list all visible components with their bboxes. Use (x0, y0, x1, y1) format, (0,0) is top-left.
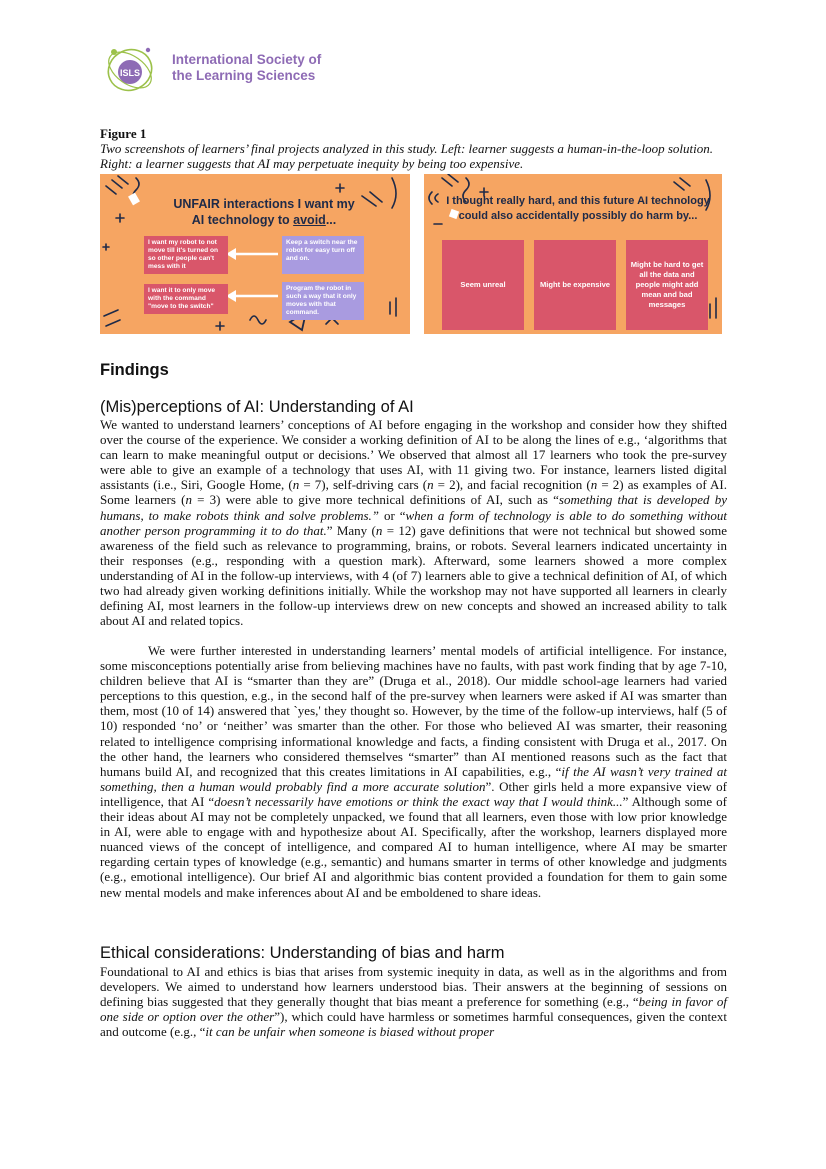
title-underlined: avoid (293, 213, 326, 227)
harm-card-2: Might be expensive (534, 240, 616, 330)
text-run: = 3) were able to give more technical definitions of AI, such as “ (191, 492, 559, 508)
harm-card-1: Seem unreal (442, 240, 524, 330)
solution-box-1: Keep a switch near the robot for easy turn off and on. (282, 236, 364, 274)
italic-n: n (292, 477, 300, 493)
text-run: We wanted to understand learners’ conceptions of AI before engaging in the workshop and consider how they shifted over the course of the experience. We consider a working definition of AI to be along the lines of e.g., ‘algorithms that can learn to make meaningful output or decisions.’ We observed that almost all 17 learners who took the pre-survey were able to give an example of a technology that uses AI, with 11 giving two. For instance, learners listed digital assistants (i.e., Siri, Google Home, ( (100, 417, 727, 493)
quote-italic: when a form of technology is able to do something without another person programming it to do that. (100, 507, 727, 538)
italic-n: n (590, 477, 598, 493)
text-run: = 7), self-driving cars ( (299, 477, 428, 493)
org-line-2: the Learning Sciences (172, 68, 316, 83)
paragraph-2 (100, 643, 727, 900)
text-run: ” Many ( (326, 522, 376, 538)
text-run: = 12) gave definitions that were not technical but showed some awareness of the field such as relevance to programming, brains, or robots. Several learners indicated uncertainty in their responses (e.g., responding with a question mark). Afterward, some learners showed a more complex understanding of AI in the follow-up interviews, with 4 (of 7) learners able to give a technical definition of AI, of which two had already given working definitions initially. While the workshop may not have supported all learners in clearly defining AI, most learners in the follow-up interviews drew on new concepts and showed an increased ability to talk about AI and related topics. (100, 522, 727, 629)
logo-text: ISLS (119, 68, 141, 78)
text-run: ”. Other girls held a more expansive view of intelligence, that AI “ (100, 778, 727, 809)
arrow-left-icon (226, 290, 278, 302)
org-line-1: International Society of (172, 52, 322, 67)
quote-italic: if the AI wasn’t very trained at something, then a human would probably find a more accurate solution (100, 763, 728, 794)
italic-n: n (185, 492, 192, 508)
figure-label: Figure 1 (100, 126, 147, 141)
left-panel-title-line-2 (144, 212, 384, 228)
figure-left-panel (100, 174, 410, 334)
unfair-box-1: I want my robot to not move till it's turned on so other people can't mess with it (144, 236, 228, 274)
left-panel-title (144, 196, 384, 228)
text-run: ” Although some of their ideas about AI may not be completely unpacked, we found that all learners, even those with low prior knowledge in AI, were able to engage with and hypothesize about AI. Specifically, after the workshop, learners displayed more nuanced views of the concept of intelligence, and compared AI to human intelligence, where AI may be smarter regarding certain types of knowledge (e.g., semantic) and humans smarter in terms of other knowledge and judgments (e.g., emotional intelligence). Our brief AI and algorithmic bias content provided a foundation for them to gain some new mental models and make inferences about AI and be emboldened to share ideas. (100, 793, 727, 900)
italic-n: n (427, 477, 434, 493)
solution-box-2: Program the robot in such a way that it only moves with that command. (282, 282, 364, 320)
text-run: ”), which could have harmless or sometimes harmful consequences, given the context and outcome (e.g., “ (100, 1009, 727, 1040)
subsection-title-1: (Mis)perceptions of AI: Understanding of AI (100, 398, 414, 416)
right-panel-title: I thought really hard, and this future AI technology could also accidentally possibly do harm by... (446, 195, 710, 222)
figure-caption: Two screenshots of learners’ final projects analyzed in this study. Left: learner suggests a human-in-the-loop solution. Right: a learner suggests that AI may perpetuate inequity by being too expensive. (100, 141, 714, 171)
isls-logo-icon (100, 38, 166, 98)
quote-italic: doesn’t necessarily have emotions or think the exact way that I would think... (214, 793, 623, 809)
title-pre: AI technology to (191, 213, 294, 227)
quote-italic: being in favor of one side or option over the other (100, 994, 728, 1025)
text-run: or “ (379, 507, 406, 523)
org-name (172, 52, 321, 84)
title-post: ... (325, 213, 337, 227)
harm-card-3: Might be hard to get all the data and people might add mean and bad messages (626, 240, 708, 330)
subsection-title-2: Ethical considerations: Understanding of bias and harm (100, 944, 505, 962)
paragraph-3 (100, 964, 727, 1039)
text-run: = 2) as examples of AI. Some learners ( (100, 477, 728, 508)
arrow-left-icon (226, 248, 278, 260)
italic-n: n (375, 522, 383, 538)
text-run: = 2), and facial recognition ( (433, 477, 591, 493)
section-title: Findings (100, 361, 169, 379)
quote-italic: it can be unfair when someone is biased without proper (205, 1024, 495, 1040)
isls-logo (100, 38, 360, 98)
figure-right-panel (424, 174, 722, 334)
text-run: Foundational to AI and ethics is bias that arises from systemic inequity in data, as well as in the algorithms and from developers. We aimed to understand how learners understood bias. Their answers at the beginning of sessions on defining bias suggested that they generally thought that bias meant a preference for something (e.g., “ (100, 964, 727, 1010)
paragraph-1 (100, 417, 727, 628)
text-run: We were further interested in understanding learners’ mental models of artificial intelligence. For instance, some misconceptions potentially arise from believing machines have no faults, with past work finding that by age 7-10, children believe that AI is “smarter than they are” (Druga et al., 2018). Our middle school-age learners had varied perceptions to this question, e.g., in the second half of the pre-survey when learners were asked if AI was smarter than them, most (10 of 14) answered that `yes,' they thought so. However, by the time of the follow-up interviews, half (5 of 10) responded ‘no’ or ‘neither’ was smarter than the other. For those who believed AI was smarter, their reasoning related to intelligence comprising informational knowledge and facts, a finding consistent with Druga et al., 2017. On the other hand, the learners who considered themselves “smarter” than AI mentioned reasons such as the fact that humans build AI, and recognized that this creates limitations in AI capabilities, e.g., “ (100, 643, 727, 779)
left-panel-title-line-1: UNFAIR interactions I want my (173, 197, 355, 211)
unfair-box-2: I want it to only move with the command "move to the switch" (144, 284, 228, 314)
quote-italic: something that is developed by humans, to make robots think and solve problems.” (100, 492, 727, 523)
